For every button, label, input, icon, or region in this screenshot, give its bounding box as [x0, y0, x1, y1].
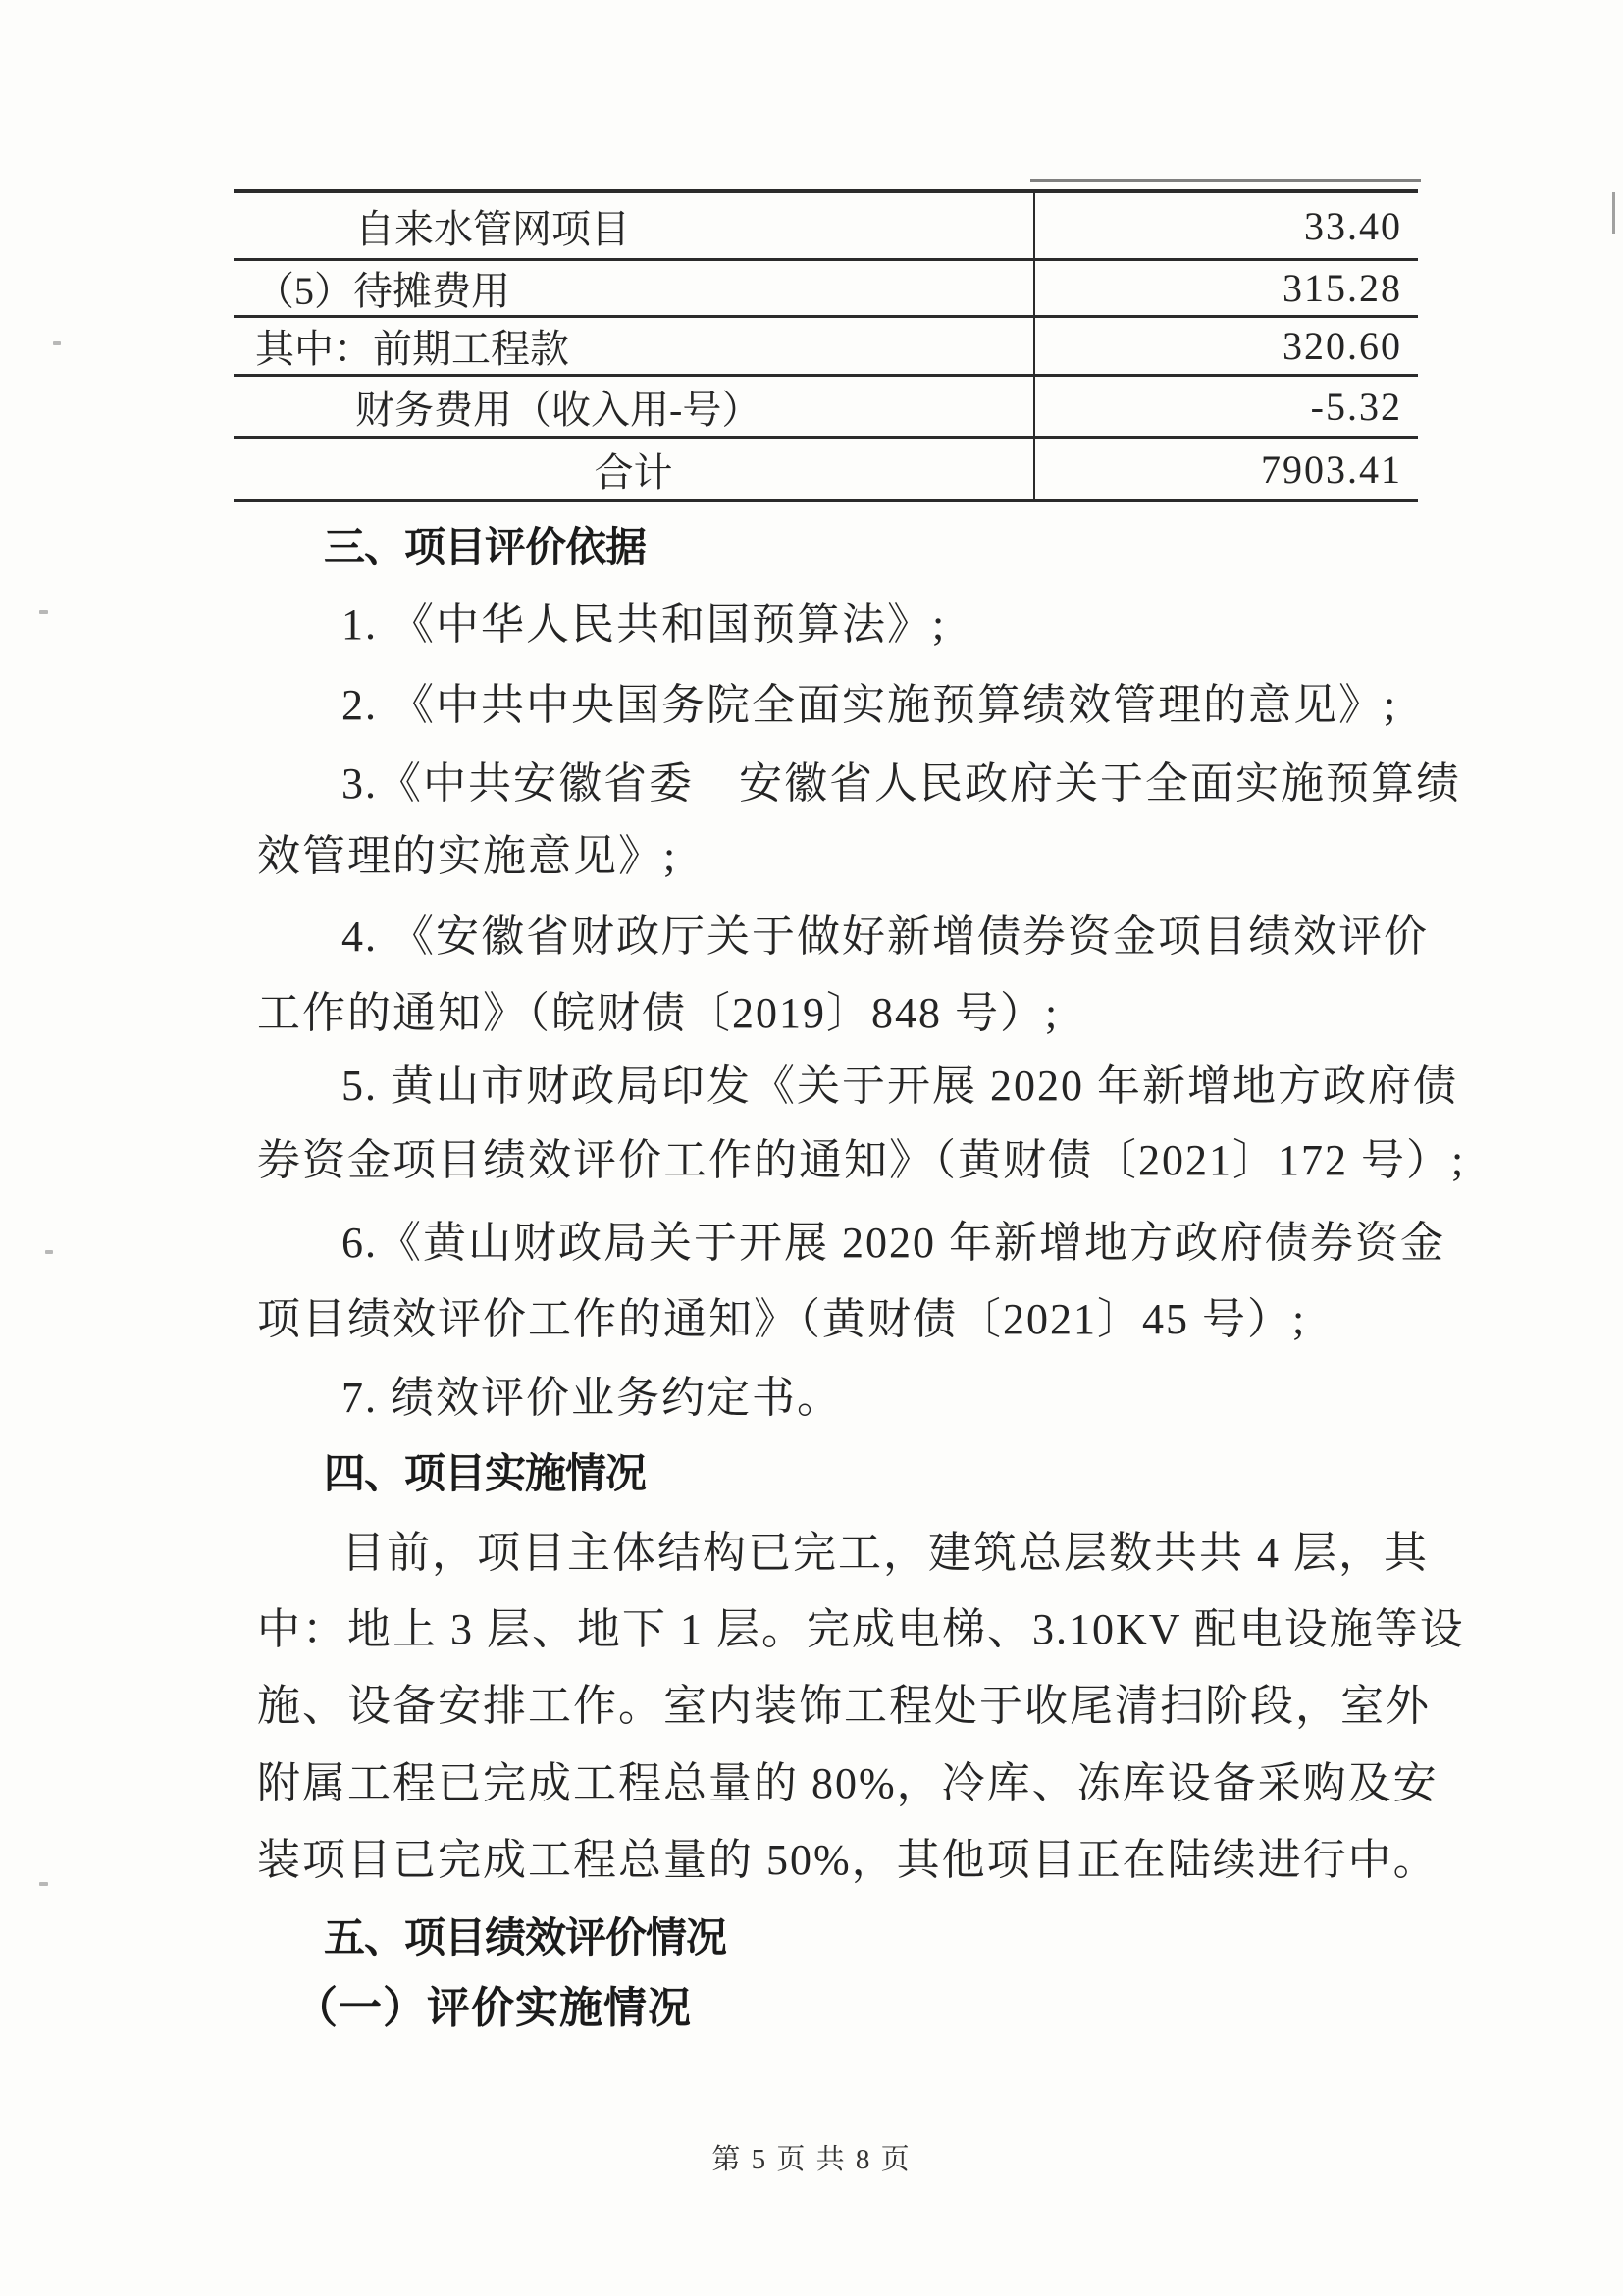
- list-item-6-line2: 项目绩效评价工作的通知》（黄财债〔2021〕45 号）;: [257, 1295, 1307, 1343]
- section-heading-5: 五、项目绩效评价情况: [324, 1914, 727, 1960]
- list-item-5-line1: 5. 黄山市财政局印发《关于开展 2020 年新增地方政府债: [341, 1062, 1458, 1110]
- paragraph-line-4: 附属工程已完成工程总量的 80%，冷库、冻库设备采购及安: [257, 1759, 1439, 1807]
- scan-artifact-tick: [1612, 192, 1615, 234]
- list-item-2: 2. 《中共中央国务院全面实施预算绩效管理的意见》;: [341, 681, 1398, 729]
- page-number: 第 5 页 共 8 页: [711, 2144, 912, 2175]
- fund-usage-table: [234, 189, 1418, 502]
- table-row: [234, 193, 1418, 261]
- list-item-4-line2: 工作的通知》（皖财债〔2019〕848 号）;: [257, 989, 1060, 1037]
- table-row-label: 自来水管网项目: [355, 206, 630, 251]
- scan-speck: [45, 1250, 53, 1254]
- list-item-3-line1: 3.《中共安徽省委 安徽省人民政府关于全面实施预算绩: [341, 759, 1461, 808]
- list-item-4-line1: 4. 《安徽省财政厅关于做好新增债券资金项目绩效评价: [341, 913, 1429, 961]
- scan-speck: [53, 341, 61, 345]
- table-row-value: 320.60: [1283, 324, 1402, 368]
- scan-speck: [39, 1882, 48, 1886]
- paragraph-line-2: 中：地上 3 层、地下 1 层。完成电梯、3.10KV 配电设施等设: [257, 1605, 1465, 1653]
- table-row total-row: [234, 439, 1418, 502]
- scan-artifact-line: [1030, 179, 1421, 182]
- table-row: [234, 318, 1418, 377]
- section-heading-4: 四、项目实施情况: [324, 1450, 647, 1496]
- list-item-5-line2: 券资金项目绩效评价工作的通知》（黄财债〔2021〕172 号）;: [257, 1136, 1466, 1184]
- table-row-value: -5.32: [1310, 384, 1402, 429]
- table-total-value: 7903.41: [1261, 446, 1402, 492]
- table-row-value: 315.28: [1283, 266, 1402, 310]
- table-row-label: 其中：前期工程款: [255, 327, 569, 371]
- table-column-divider: [1033, 193, 1035, 502]
- table-row: [234, 377, 1418, 439]
- table-row-value: 33.40: [1304, 203, 1402, 248]
- paragraph-line-3: 施、设备安排工作。室内装饰工程处于收尾清扫阶段，室外: [257, 1682, 1431, 1730]
- subsection-heading-5-1: （一）评价实施情况: [294, 1984, 692, 2032]
- section-heading-3: 三、项目评价依据: [324, 524, 647, 570]
- list-item-6-line1: 6.《黄山财政局关于开展 2020 年新增地方政府债券资金: [341, 1219, 1445, 1267]
- table-total-label: 合计: [594, 449, 673, 495]
- table-row-label: （5）待摊费用: [255, 269, 510, 313]
- list-item-3-line2: 效管理的实施意见》;: [257, 832, 678, 880]
- table-row: [234, 261, 1418, 318]
- paragraph-line-5: 装项目已完成工程总量的 50%，其他项目正在陆续进行中。: [257, 1836, 1439, 1884]
- paragraph-line-1: 目前，项目主体结构已完工，建筑总层数共共 4 层，其: [341, 1529, 1429, 1577]
- scan-speck: [39, 610, 48, 614]
- list-item-1: 1. 《中华人民共和国预算法》;: [341, 600, 947, 649]
- list-item-7: 7. 绩效评价业务约定书。: [341, 1374, 842, 1422]
- table-row-label: 财务费用（收入用-号）: [355, 387, 761, 432]
